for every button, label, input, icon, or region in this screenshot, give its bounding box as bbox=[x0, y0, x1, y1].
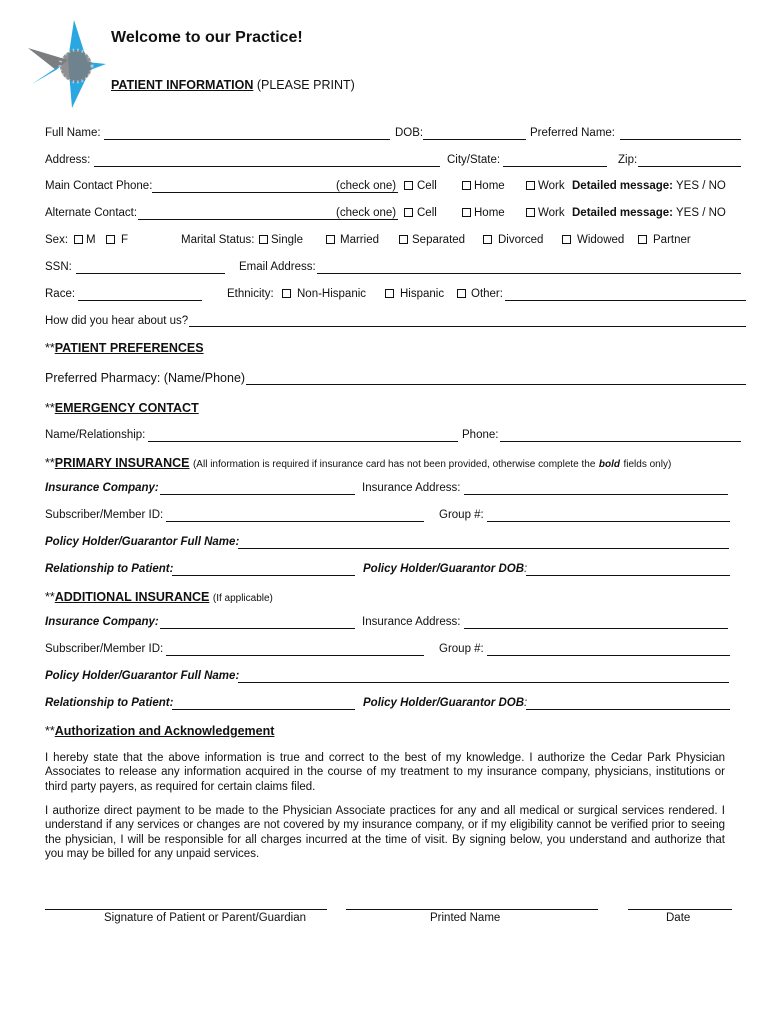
primary-address-field[interactable] bbox=[464, 494, 728, 495]
other-ethnicity-checkbox[interactable] bbox=[457, 289, 466, 298]
emergency-contact-heading: **EMERGENCY CONTACT bbox=[45, 401, 199, 415]
main-home-checkbox[interactable] bbox=[462, 181, 471, 190]
hispanic-label: Hispanic bbox=[400, 288, 445, 300]
widowed-label: Widowed bbox=[577, 234, 625, 246]
alt-work-checkbox[interactable] bbox=[526, 208, 535, 217]
non-hispanic-label: Non-Hispanic bbox=[297, 288, 367, 300]
alt-work-label: Work bbox=[538, 207, 565, 219]
zip-field[interactable] bbox=[638, 166, 741, 167]
date-field[interactable] bbox=[628, 909, 732, 910]
married-checkbox[interactable] bbox=[326, 235, 335, 244]
main-cell-checkbox[interactable] bbox=[404, 181, 413, 190]
partner-label: Partner bbox=[653, 234, 691, 246]
main-phone-label: Main Contact Phone: bbox=[45, 180, 153, 192]
city-state-field[interactable] bbox=[503, 166, 607, 167]
other-ethnicity-field[interactable] bbox=[505, 300, 746, 301]
sex-label: Sex: bbox=[45, 234, 69, 246]
sex-female-label: F bbox=[121, 234, 129, 246]
ssn-field[interactable] bbox=[76, 273, 225, 274]
ssn-label: SSN: bbox=[45, 261, 72, 273]
primary-subscriber-field[interactable] bbox=[166, 521, 424, 522]
yes-no-option[interactable]: YES / NO bbox=[676, 207, 726, 219]
primary-holder-name-field[interactable] bbox=[238, 548, 729, 549]
date-label: Date bbox=[666, 912, 691, 924]
separated-label: Separated bbox=[412, 234, 466, 246]
pharmacy-field[interactable] bbox=[246, 384, 746, 385]
additional-address-field[interactable] bbox=[464, 628, 728, 629]
race-label: Race: bbox=[45, 288, 76, 300]
main-work-checkbox[interactable] bbox=[526, 181, 535, 190]
alt-contact-label: Alternate Contact: bbox=[45, 207, 138, 219]
emergency-name-field[interactable] bbox=[148, 441, 458, 442]
authorization-heading: **Authorization and Acknowledgement bbox=[45, 724, 275, 738]
non-hispanic-checkbox[interactable] bbox=[282, 289, 291, 298]
preferred-name-field[interactable] bbox=[620, 139, 741, 140]
please-print-note: (PLEASE PRINT) bbox=[256, 78, 355, 92]
full-name-field[interactable] bbox=[104, 139, 390, 140]
primary-subscriber-label: Subscriber/Member ID: bbox=[45, 509, 164, 521]
additional-holder-name-field[interactable] bbox=[238, 682, 729, 683]
emergency-name-label: Name/Relationship: bbox=[45, 429, 146, 441]
main-home-label: Home bbox=[474, 180, 505, 192]
check-one-note: (check one) bbox=[336, 180, 397, 192]
single-label: Single bbox=[271, 234, 303, 246]
primary-relationship-field[interactable] bbox=[172, 575, 355, 576]
alt-cell-checkbox[interactable] bbox=[404, 208, 413, 217]
primary-company-label: Insurance Company: bbox=[45, 482, 159, 494]
address-label: Address: bbox=[45, 154, 91, 166]
divorced-label: Divorced bbox=[498, 234, 544, 246]
additional-subscriber-label: Subscriber/Member ID: bbox=[45, 643, 164, 655]
signature-label: Signature of Patient or Parent/Guardian bbox=[104, 912, 307, 924]
additional-address-label: Insurance Address: bbox=[362, 616, 461, 628]
separated-checkbox[interactable] bbox=[399, 235, 408, 244]
detailed-message-label: Detailed message: bbox=[572, 207, 673, 219]
additional-group-field[interactable] bbox=[487, 655, 730, 656]
pharmacy-label: Preferred Pharmacy: (Name/Phone) bbox=[45, 371, 246, 385]
additional-company-label: Insurance Company: bbox=[45, 616, 159, 628]
patient-preferences-heading: **PATIENT PREFERENCES bbox=[45, 341, 204, 355]
alt-home-checkbox[interactable] bbox=[462, 208, 471, 217]
sex-female-checkbox[interactable] bbox=[106, 235, 115, 244]
additional-holder-dob-label: Policy Holder/Guarantor DOB: bbox=[363, 697, 528, 709]
ethnicity-label: Ethnicity: bbox=[227, 288, 274, 300]
additional-holder-dob-field[interactable] bbox=[526, 709, 730, 710]
alt-contact-field[interactable] bbox=[138, 219, 398, 220]
primary-address-label: Insurance Address: bbox=[362, 482, 461, 494]
emergency-phone-label: Phone: bbox=[462, 429, 499, 441]
divorced-checkbox[interactable] bbox=[483, 235, 492, 244]
hear-about-field[interactable] bbox=[189, 326, 746, 327]
primary-holder-name-label: Policy Holder/Guarantor Full Name: bbox=[45, 536, 240, 548]
additional-insurance-note: (If applicable) bbox=[212, 593, 273, 604]
hear-about-label: How did you hear about us? bbox=[45, 315, 189, 327]
additional-group-label: Group #: bbox=[439, 643, 484, 655]
email-field[interactable] bbox=[317, 273, 741, 274]
email-label: Email Address: bbox=[239, 261, 316, 273]
full-name-label: Full Name: bbox=[45, 127, 101, 139]
alt-detailed-message bbox=[572, 207, 726, 219]
authorization-paragraph-2: I authorize direct payment to be made to the Physician Associate practices for any and all medical or surgical services rendered. I understand if any services or changes are not covered by my insurance company, or if my eligibility cannot be verified prior to seeing the physician, I will be responsible for all charges incurred at the time of visit. By signing below, you understand and authorize that you may be billed for any unpaid services. bbox=[45, 805, 725, 861]
yes-no-option[interactable]: YES / NO bbox=[676, 180, 726, 192]
primary-company-field[interactable] bbox=[160, 494, 355, 495]
main-detailed-message bbox=[572, 180, 726, 192]
marital-status-label: Marital Status: bbox=[181, 234, 255, 246]
single-checkbox[interactable] bbox=[259, 235, 268, 244]
printed-name-label: Printed Name bbox=[430, 912, 501, 924]
additional-relationship-label: Relationship to Patient: bbox=[45, 697, 174, 709]
printed-name-field[interactable] bbox=[346, 909, 598, 910]
primary-insurance-heading: **PRIMARY INSURANCE (All information is required if insurance card has not been provided, otherwise complete the bold fields only) bbox=[45, 456, 672, 470]
main-work-label: Work bbox=[538, 180, 565, 192]
alt-home-label: Home bbox=[474, 207, 505, 219]
primary-group-field[interactable] bbox=[487, 521, 730, 522]
additional-relationship-field[interactable] bbox=[172, 709, 355, 710]
additional-company-field[interactable] bbox=[160, 628, 355, 629]
primary-holder-dob-label: Policy Holder/Guarantor DOB: bbox=[363, 563, 528, 575]
sex-male-checkbox[interactable] bbox=[74, 235, 83, 244]
hispanic-checkbox[interactable] bbox=[385, 289, 394, 298]
other-ethnicity-label: Other: bbox=[471, 288, 503, 300]
address-field[interactable] bbox=[94, 166, 440, 167]
main-phone-field[interactable] bbox=[152, 192, 398, 193]
primary-group-label: Group #: bbox=[439, 509, 484, 521]
primary-holder-dob-field[interactable] bbox=[526, 575, 730, 576]
emergency-phone-field[interactable] bbox=[500, 441, 741, 442]
primary-relationship-label: Relationship to Patient: bbox=[45, 563, 174, 575]
signature-field[interactable] bbox=[45, 909, 327, 910]
patient-info-heading bbox=[111, 78, 355, 92]
zip-label: Zip: bbox=[618, 154, 638, 166]
dob-label: DOB: bbox=[395, 127, 424, 139]
page-title: Welcome to our Practice! bbox=[111, 29, 303, 46]
practice-logo-icon bbox=[28, 18, 108, 110]
additional-subscriber-field[interactable] bbox=[166, 655, 424, 656]
alt-cell-label: Cell bbox=[417, 207, 437, 219]
dob-field[interactable] bbox=[423, 139, 526, 140]
widowed-checkbox[interactable] bbox=[562, 235, 571, 244]
primary-insurance-note: (All information is required if insurance card has not been provided, otherwise complete the bbox=[192, 459, 596, 470]
preferred-name-label: Preferred Name: bbox=[530, 127, 616, 139]
married-label: Married bbox=[340, 234, 379, 246]
sex-male-label: M bbox=[86, 234, 96, 246]
check-one-note: (check one) bbox=[336, 207, 397, 219]
main-cell-label: Cell bbox=[417, 180, 437, 192]
authorization-paragraph-1: I hereby state that the above information is true and correct to the best of my knowledge. I authorize the Cedar Park Physician Associates to release any information acquired in the course of my treatment to my insurance company, physicians, institutions or third party payers, as required for certain claims filed. bbox=[45, 752, 725, 793]
partner-checkbox[interactable] bbox=[638, 235, 647, 244]
detailed-message-label: Detailed message: bbox=[572, 180, 673, 192]
additional-holder-name-label: Policy Holder/Guarantor Full Name: bbox=[45, 670, 240, 682]
race-field[interactable] bbox=[78, 300, 202, 301]
additional-insurance-heading: **ADDITIONAL INSURANCE (If applicable) bbox=[45, 590, 273, 604]
city-state-label: City/State: bbox=[447, 154, 501, 166]
patient-info-label: PATIENT INFORMATION bbox=[111, 78, 254, 92]
